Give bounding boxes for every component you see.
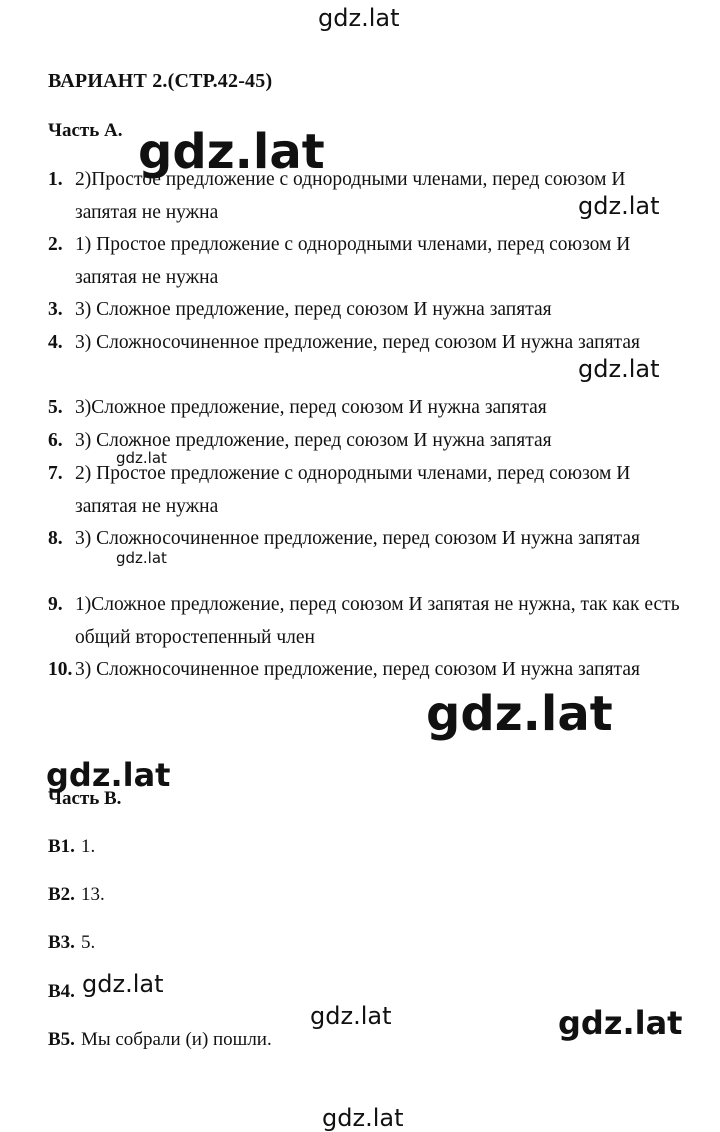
watermark: gdz.lat: [82, 970, 164, 998]
answer-number: 10.: [48, 659, 73, 680]
answer-item: [48, 163, 688, 229]
answer-number: 4.: [48, 332, 63, 353]
answer-number: 6.: [48, 430, 63, 451]
answer-number: 8.: [48, 528, 63, 549]
answer-item: [48, 836, 95, 858]
answer-item: [48, 391, 688, 424]
answer-number: 5.: [48, 397, 63, 418]
watermark: gdz.lat: [116, 549, 167, 567]
answer-number: 9.: [48, 594, 63, 615]
answer-text: 3)Сложное предложение, перед союзом И нужна запятая: [75, 397, 547, 418]
variant-title: ВАРИАНТ 2.(СТР.42-45): [48, 70, 273, 92]
watermark: gdz.lat: [426, 686, 613, 742]
answer-number: 3.: [48, 299, 63, 320]
answer-item: [48, 522, 688, 555]
watermark: gdz.lat: [318, 4, 400, 32]
answer-item: [48, 981, 81, 1003]
answer-item: [48, 884, 105, 906]
watermark: gdz.lat: [578, 355, 660, 383]
answer-item: [48, 228, 688, 294]
watermark: gdz.lat: [558, 1004, 683, 1042]
answer-text: 1.: [80, 836, 96, 857]
answer-number: В3.: [48, 932, 75, 953]
answer-text: 13.: [80, 884, 105, 905]
answer-number: В4.: [48, 981, 75, 1002]
answer-number: 1.: [48, 169, 63, 190]
part-b-title: Часть В.: [48, 788, 122, 809]
watermark: gdz.lat: [116, 449, 167, 467]
answer-number: 7.: [48, 463, 63, 484]
answer-text: 1)Сложное предложение, перед союзом И запятая не нужна, так как есть общий второстепенный член: [75, 594, 680, 648]
answer-item: [48, 588, 688, 654]
answer-number: В1.: [48, 836, 75, 857]
answer-item: [48, 1029, 272, 1051]
answer-text: 3) Сложносочиненное предложение, перед союзом И нужна запятая: [75, 528, 640, 549]
watermark: gdz.lat: [322, 1104, 404, 1132]
watermark: gdz.lat: [138, 124, 325, 180]
answer-text: Мы собрали (и) пошли.: [80, 1029, 272, 1050]
answer-text: 2)Простое предложение с однородными членами, перед союзом И запятая не нужна: [75, 169, 626, 223]
answer-text: 1) Простое предложение с однородными членами, перед союзом И запятая не нужна: [75, 234, 631, 288]
answer-text: 3) Сложносочиненное предложение, перед союзом И нужна запятая: [75, 332, 640, 353]
answer-item: [48, 326, 688, 359]
answer-text: 3) Сложносочиненное предложение, перед союзом И нужна запятая: [75, 659, 640, 680]
answer-text: 3) Сложное предложение, перед союзом И нужна запятая: [75, 430, 552, 451]
answer-number: В5.: [48, 1029, 75, 1050]
answer-number: 2.: [48, 234, 63, 255]
part-a-title: Часть А.: [48, 120, 123, 141]
watermark: gdz.lat: [310, 1002, 392, 1030]
answer-item: [48, 932, 95, 954]
watermark: gdz.lat: [46, 756, 171, 794]
answer-text: 5.: [80, 932, 96, 953]
answer-number: В2.: [48, 884, 75, 905]
answer-text: 2) Простое предложение с однородными членами, перед союзом И запятая не нужна: [75, 463, 631, 517]
answer-item: [48, 424, 688, 457]
answer-item: [48, 457, 688, 523]
answer-text: 3) Сложное предложение, перед союзом И нужна запятая: [75, 299, 552, 320]
answer-item: [48, 653, 688, 686]
answer-item: [48, 293, 688, 326]
watermark: gdz.lat: [578, 192, 660, 220]
